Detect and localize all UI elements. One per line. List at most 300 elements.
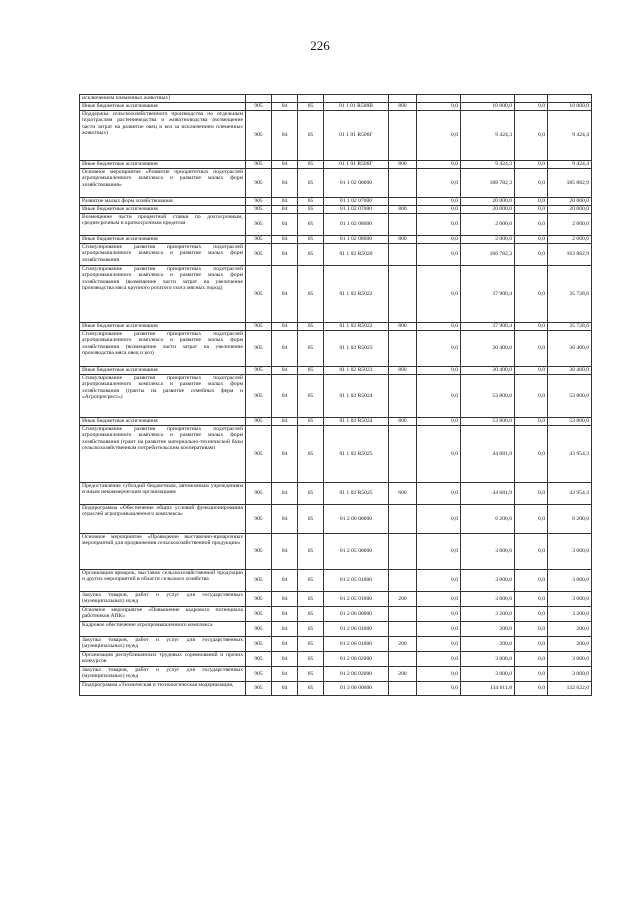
row-value-cell: 04: [272, 622, 298, 637]
row-value-cell: 0,0: [515, 169, 548, 198]
row-value-cell: 05: [298, 667, 324, 682]
row-value-cell: 01 3 00 00000: [324, 682, 389, 696]
table-row: [80, 367, 592, 375]
budget-table: [79, 94, 592, 696]
row-value-cell: [298, 95, 324, 103]
table-row: [80, 637, 592, 652]
row-value-cell: 04: [272, 375, 298, 418]
row-value-cell: 04: [272, 206, 298, 214]
row-value-cell: 3 000,0: [548, 570, 592, 592]
row-value-cell: 0,0: [515, 592, 548, 607]
row-value-cell: 04: [272, 426, 298, 483]
row-name-cell: Предоставление субсидий бюджетным, автономным учреждениям и иным некоммерческим организациям: [80, 483, 246, 505]
row-value-cell: 44 681,9: [461, 483, 515, 505]
row-value-cell: 0,0: [417, 570, 461, 592]
row-value-cell: 200: [389, 667, 417, 682]
row-value-cell: 53 800,0: [548, 375, 592, 418]
row-value-cell: [389, 426, 417, 483]
row-value-cell: 30 400,0: [548, 331, 592, 367]
row-value-cell: 04: [272, 570, 298, 592]
table-row: [80, 206, 592, 214]
row-value-cell: 05: [298, 570, 324, 592]
row-value-cell: 05: [298, 652, 324, 667]
row-value-cell: 05: [298, 622, 324, 637]
table-row: [80, 426, 592, 483]
row-value-cell: 05: [298, 607, 324, 622]
row-name-cell: Иные бюджетные ассигнования: [80, 418, 246, 426]
row-value-cell: 04: [272, 652, 298, 667]
row-value-cell: 800: [389, 236, 417, 244]
row-value-cell: 10 000,0: [548, 103, 592, 111]
row-value-cell: 905: [246, 534, 272, 570]
row-value-cell: 800: [389, 161, 417, 169]
row-value-cell: 800: [389, 418, 417, 426]
row-value-cell: 01 1 01 R508B: [324, 103, 389, 111]
row-value-cell: 166 782,3: [461, 244, 515, 266]
row-value-cell: 04: [272, 483, 298, 505]
row-value-cell: 905: [246, 244, 272, 266]
row-value-cell: 01 1 02 R5024: [324, 375, 389, 418]
row-name-cell: Иные бюджетные ассигнования: [80, 367, 246, 375]
row-value-cell: [389, 652, 417, 667]
table-row: [80, 95, 592, 103]
row-value-cell: 0,0: [515, 570, 548, 592]
row-value-cell: 0,0: [515, 331, 548, 367]
row-value-cell: 0,0: [515, 236, 548, 244]
row-value-cell: 134 611,8: [461, 682, 515, 696]
row-value-cell: 04: [272, 236, 298, 244]
table-row: [80, 323, 592, 331]
row-value-cell: 0,0: [515, 266, 548, 323]
row-value-cell: 20 000,0: [548, 198, 592, 206]
row-value-cell: 0,0: [515, 622, 548, 637]
row-value-cell: 05: [298, 534, 324, 570]
table-row: [80, 375, 592, 418]
row-value-cell: 3 000,0: [461, 667, 515, 682]
row-value-cell: 20 000,0: [548, 206, 592, 214]
row-value-cell: 01 2 06 02000: [324, 667, 389, 682]
row-name-cell: Стимулирование развития приоритетных подотраслей агропромышленного комплекса и развитие малых форм хозяйствования (гранты на развитие семейных ферм и «Агропрогресс»): [80, 375, 246, 418]
row-value-cell: 6 200,0: [548, 505, 592, 534]
row-value-cell: 0,0: [417, 622, 461, 637]
row-value-cell: 05: [298, 483, 324, 505]
row-value-cell: 0,0: [417, 483, 461, 505]
row-value-cell: 37 900,4: [461, 323, 515, 331]
row-value-cell: 53 800,0: [548, 418, 592, 426]
row-value-cell: 01 1 02 07000: [324, 198, 389, 206]
row-value-cell: 200: [389, 637, 417, 652]
row-value-cell: 01 1 02 08000: [324, 236, 389, 244]
row-value-cell: 0,0: [515, 483, 548, 505]
table-row: [80, 622, 592, 637]
table-row: [80, 161, 592, 169]
row-name-cell: Стимулирование развития приоритетных подотраслей агропромышленного комплекса и развитие малых форм хозяйствования (возмещение части затрат на увеличение производства мяса крупного рогатого скота мясных пород): [80, 266, 246, 323]
row-value-cell: 0,0: [515, 323, 548, 331]
row-value-cell: 905: [246, 622, 272, 637]
row-name-cell: Кадровое обеспечение агропромышленного комплекса: [80, 622, 246, 637]
row-value-cell: 05: [298, 169, 324, 198]
row-value-cell: 0,0: [417, 426, 461, 483]
row-name-cell: Иные бюджетные ассигнования: [80, 206, 246, 214]
row-value-cell: 04: [272, 367, 298, 375]
table-row: [80, 592, 592, 607]
table-row: [80, 570, 592, 592]
row-value-cell: 01 1 02 R5025: [324, 426, 389, 483]
row-value-cell: 0,0: [515, 103, 548, 111]
row-value-cell: 01 2 06 01000: [324, 637, 389, 652]
row-value-cell: 30 400,0: [461, 331, 515, 367]
table-row: [80, 505, 592, 534]
row-value-cell: 9 424,4: [548, 161, 592, 169]
row-value-cell: 05: [298, 214, 324, 236]
row-value-cell: 53 800,0: [461, 375, 515, 418]
row-value-cell: [515, 95, 548, 103]
row-value-cell: 0,0: [515, 375, 548, 418]
table-row: [80, 607, 592, 622]
row-value-cell: 3 000,0: [461, 592, 515, 607]
row-value-cell: 0,0: [515, 214, 548, 236]
row-value-cell: 2 000,0: [548, 236, 592, 244]
row-value-cell: [389, 214, 417, 236]
table-row: [80, 169, 592, 198]
table-row: [80, 483, 592, 505]
row-value-cell: 01 1 02 R5023: [324, 367, 389, 375]
row-value-cell: 04: [272, 323, 298, 331]
row-value-cell: 9 424,3: [461, 111, 515, 161]
row-value-cell: 01 1 02 R5023: [324, 331, 389, 367]
row-value-cell: 905: [246, 375, 272, 418]
row-value-cell: 132 622,0: [548, 682, 592, 696]
row-value-cell: 905: [246, 206, 272, 214]
table-row: [80, 331, 592, 367]
row-value-cell: [417, 95, 461, 103]
row-value-cell: 6 200,0: [461, 505, 515, 534]
row-name-cell: Стимулирование развития приоритетных подотраслей агропромышленного комплекса и развитие малых форм хозяйствования (возмещение части затрат на увеличение производства мяса овец и коз): [80, 331, 246, 367]
row-value-cell: 2 000,0: [548, 214, 592, 236]
row-value-cell: 0,0: [417, 236, 461, 244]
row-value-cell: [389, 534, 417, 570]
row-value-cell: 01 2 00 00000: [324, 505, 389, 534]
row-value-cell: [389, 95, 417, 103]
row-value-cell: 01 2 06 02000: [324, 652, 389, 667]
row-value-cell: 905: [246, 570, 272, 592]
row-value-cell: [389, 607, 417, 622]
row-value-cell: 800: [389, 367, 417, 375]
row-name-cell: Основное мероприятие «Развитие приоритетных подотраслей агропромышленного комплекса и развитие малых форм хозяйствования»: [80, 169, 246, 198]
row-name-cell: Закупка товаров, работ и услуг для государственных (муниципальных) нужд: [80, 592, 246, 607]
row-value-cell: 04: [272, 266, 298, 323]
row-value-cell: 35 728,6: [548, 266, 592, 323]
row-value-cell: 0,0: [417, 331, 461, 367]
row-value-cell: 01 1 02 08000: [324, 214, 389, 236]
row-value-cell: 905: [246, 323, 272, 331]
row-name-cell: Основное мероприятие «Проведение выставочно-ярмарочных мероприятий для продвижения сельскохозяйственной продукции»: [80, 534, 246, 570]
row-value-cell: 0,0: [417, 652, 461, 667]
row-value-cell: 905: [246, 637, 272, 652]
row-value-cell: 0,0: [515, 607, 548, 622]
table-row: [80, 236, 592, 244]
row-value-cell: 185 882,9: [548, 169, 592, 198]
row-value-cell: 0,0: [417, 198, 461, 206]
row-value-cell: 3 000,0: [548, 534, 592, 570]
row-value-cell: 05: [298, 505, 324, 534]
row-name-cell: Подпрограмма «Техническая и технологическая модернизация,: [80, 682, 246, 696]
row-value-cell: 01 1 02 R5025: [324, 483, 389, 505]
row-value-cell: 905: [246, 169, 272, 198]
row-value-cell: 905: [246, 214, 272, 236]
row-value-cell: 200,0: [548, 637, 592, 652]
row-value-cell: 04: [272, 244, 298, 266]
row-value-cell: 200,0: [461, 637, 515, 652]
row-value-cell: [389, 111, 417, 161]
row-value-cell: 905: [246, 161, 272, 169]
row-name-cell: Закупка товаров, работ и услуг для государственных (муниципальных) нужд: [80, 667, 246, 682]
row-value-cell: [389, 375, 417, 418]
row-value-cell: 800: [389, 103, 417, 111]
row-value-cell: 905: [246, 266, 272, 323]
row-value-cell: 20 000,0: [461, 198, 515, 206]
row-value-cell: 905: [246, 331, 272, 367]
row-value-cell: 30 400,0: [461, 367, 515, 375]
table-row: [80, 214, 592, 236]
row-value-cell: 04: [272, 418, 298, 426]
row-value-cell: 04: [272, 534, 298, 570]
row-name-cell: Иные бюджетные ассигнования: [80, 161, 246, 169]
row-value-cell: 600: [389, 483, 417, 505]
row-value-cell: 05: [298, 426, 324, 483]
row-value-cell: 05: [298, 323, 324, 331]
row-name-cell: Иные бюджетные ассигнования: [80, 103, 246, 111]
row-value-cell: [246, 95, 272, 103]
row-value-cell: 905: [246, 367, 272, 375]
row-value-cell: 905: [246, 103, 272, 111]
row-name-cell: Подпрограмма «Обеспечение общих условий функционирования отраслей агропромышленного комплекса»: [80, 505, 246, 534]
row-value-cell: 0,0: [515, 652, 548, 667]
table-row: [80, 111, 592, 161]
budget-table-body: [80, 95, 592, 696]
row-value-cell: 0,0: [417, 111, 461, 161]
row-value-cell: 0,0: [417, 103, 461, 111]
row-value-cell: 905: [246, 426, 272, 483]
row-name-cell: Закупка товаров, работ и услуг для государственных (муниципальных) нужд: [80, 637, 246, 652]
row-value-cell: 0,0: [417, 214, 461, 236]
row-value-cell: 05: [298, 682, 324, 696]
row-value-cell: 05: [298, 331, 324, 367]
row-name-cell: Иные бюджетные ассигнования: [80, 236, 246, 244]
row-name-cell: исключением племенных животных): [80, 95, 246, 103]
row-name-cell: Иные бюджетные ассигнования: [80, 323, 246, 331]
row-value-cell: 04: [272, 214, 298, 236]
row-value-cell: 0,0: [515, 418, 548, 426]
row-value-cell: 04: [272, 161, 298, 169]
row-value-cell: 188 782,3: [461, 169, 515, 198]
row-value-cell: 01 1 02 R5022: [324, 323, 389, 331]
row-value-cell: 0,0: [417, 505, 461, 534]
row-value-cell: 05: [298, 367, 324, 375]
row-value-cell: 05: [298, 637, 324, 652]
row-value-cell: 3 000,0: [461, 534, 515, 570]
row-value-cell: 0,0: [515, 198, 548, 206]
row-value-cell: 37 900,4: [461, 266, 515, 323]
row-name-cell: Организация ярмарок, выставок сельскохозяйственной продукции и других мероприятий в области сельского хозяйства: [80, 570, 246, 592]
table-row: [80, 198, 592, 206]
row-value-cell: 20 000,0: [461, 206, 515, 214]
row-value-cell: 905: [246, 592, 272, 607]
row-value-cell: 01 1 02 R5024: [324, 418, 389, 426]
row-value-cell: 3 200,0: [548, 607, 592, 622]
row-value-cell: 04: [272, 103, 298, 111]
row-value-cell: 3 000,0: [461, 652, 515, 667]
row-value-cell: 0,0: [417, 418, 461, 426]
row-value-cell: 01 1 02 R5022: [324, 266, 389, 323]
row-value-cell: 05: [298, 103, 324, 111]
row-value-cell: 905: [246, 198, 272, 206]
row-value-cell: 0,0: [417, 637, 461, 652]
table-row: [80, 534, 592, 570]
row-value-cell: 0,0: [417, 244, 461, 266]
row-value-cell: 0,0: [417, 534, 461, 570]
row-value-cell: 0,0: [515, 682, 548, 696]
table-row: [80, 682, 592, 696]
row-value-cell: 0,0: [515, 505, 548, 534]
row-value-cell: 0,0: [515, 667, 548, 682]
row-value-cell: 0,0: [515, 367, 548, 375]
row-value-cell: 905: [246, 111, 272, 161]
row-value-cell: 04: [272, 169, 298, 198]
row-value-cell: 04: [272, 607, 298, 622]
row-value-cell: 01 1 02 07000: [324, 206, 389, 214]
row-value-cell: 0,0: [417, 367, 461, 375]
row-value-cell: 30 400,0: [548, 367, 592, 375]
row-value-cell: 905: [246, 483, 272, 505]
row-value-cell: 905: [246, 652, 272, 667]
row-value-cell: 0,0: [417, 323, 461, 331]
page-number: 226: [310, 38, 330, 53]
row-value-cell: 04: [272, 667, 298, 682]
row-value-cell: 04: [272, 682, 298, 696]
row-value-cell: 44 681,9: [461, 426, 515, 483]
row-value-cell: 905: [246, 667, 272, 682]
row-value-cell: 3 200,0: [461, 607, 515, 622]
row-value-cell: 05: [298, 244, 324, 266]
row-value-cell: 200,0: [548, 622, 592, 637]
row-value-cell: 0,0: [417, 169, 461, 198]
row-value-cell: 01 2 05 00000: [324, 534, 389, 570]
row-value-cell: 2 000,0: [461, 236, 515, 244]
row-value-cell: [272, 95, 298, 103]
row-value-cell: [389, 198, 417, 206]
table-row: [80, 266, 592, 323]
row-value-cell: 04: [272, 331, 298, 367]
row-value-cell: 43 954,3: [548, 483, 592, 505]
row-value-cell: [461, 95, 515, 103]
row-name-cell: Поддержка сельскохозяйственного производства по отдельным подотраслям растениеводства и животноводства (возмещение части затрат на развитие овец и коз за исключением племенных животных): [80, 111, 246, 161]
row-value-cell: 163 882,9: [548, 244, 592, 266]
row-value-cell: 0,0: [417, 206, 461, 214]
row-value-cell: 905: [246, 236, 272, 244]
row-value-cell: 2 000,0: [461, 214, 515, 236]
row-value-cell: 05: [298, 592, 324, 607]
row-value-cell: 01 2 06 00000: [324, 607, 389, 622]
row-name-cell: Стимулирование развития приоритетных подотраслей агропромышленного комплекса и развитие малых форм хозяйствования (грант на развитие материально-технической базы сельскохозяйственным потребительским кооперативам): [80, 426, 246, 483]
row-value-cell: 04: [272, 111, 298, 161]
table-row: [80, 244, 592, 266]
row-value-cell: 10 000,0: [461, 103, 515, 111]
row-value-cell: [324, 95, 389, 103]
row-value-cell: 0,0: [515, 534, 548, 570]
row-value-cell: 800: [389, 206, 417, 214]
row-value-cell: 53 800,0: [461, 418, 515, 426]
row-value-cell: 0,0: [515, 111, 548, 161]
table-row: [80, 103, 592, 111]
row-value-cell: [548, 95, 592, 103]
row-value-cell: 01 1 02 00000: [324, 169, 389, 198]
row-value-cell: 05: [298, 266, 324, 323]
row-value-cell: 3 000,0: [548, 667, 592, 682]
row-value-cell: 05: [298, 111, 324, 161]
row-value-cell: [389, 682, 417, 696]
row-value-cell: 05: [298, 375, 324, 418]
row-value-cell: 200,0: [461, 622, 515, 637]
row-value-cell: 0,0: [515, 244, 548, 266]
row-value-cell: 905: [246, 505, 272, 534]
row-value-cell: 0,0: [515, 206, 548, 214]
row-value-cell: 05: [298, 206, 324, 214]
row-value-cell: 0,0: [417, 375, 461, 418]
row-value-cell: 0,0: [515, 637, 548, 652]
row-value-cell: 01 1 01 R508Г: [324, 161, 389, 169]
row-name-cell: Организация республиканских трудовых соревнований и прочих конкурсов: [80, 652, 246, 667]
row-value-cell: 01 2 05 01000: [324, 570, 389, 592]
table-row: [80, 652, 592, 667]
row-value-cell: 0,0: [417, 607, 461, 622]
row-value-cell: 0,0: [417, 266, 461, 323]
row-name-cell: Возмещение части процентной ставки по долгосрочным, среднесрочным и краткосрочным кредитам: [80, 214, 246, 236]
row-value-cell: [389, 505, 417, 534]
row-value-cell: 905: [246, 607, 272, 622]
row-value-cell: [389, 622, 417, 637]
row-value-cell: 01 2 06 01000: [324, 622, 389, 637]
row-value-cell: 04: [272, 637, 298, 652]
row-name-cell: Развитие малых форм хозяйствования: [80, 198, 246, 206]
row-value-cell: 0,0: [417, 682, 461, 696]
row-value-cell: 3 000,0: [548, 592, 592, 607]
row-value-cell: 905: [246, 418, 272, 426]
row-value-cell: 9 424,3: [461, 161, 515, 169]
row-value-cell: 01 2 05 01000: [324, 592, 389, 607]
row-value-cell: [389, 570, 417, 592]
row-value-cell: 0,0: [417, 592, 461, 607]
row-value-cell: 43 954,3: [548, 426, 592, 483]
row-value-cell: 01 1 02 R5020: [324, 244, 389, 266]
row-name-cell: Основное мероприятие «Повышение кадрового потенциала работников АПК»: [80, 607, 246, 622]
row-value-cell: 9 424,4: [548, 111, 592, 161]
row-value-cell: 0,0: [417, 667, 461, 682]
table-row: [80, 667, 592, 682]
row-value-cell: 0,0: [515, 161, 548, 169]
row-value-cell: 200: [389, 592, 417, 607]
row-value-cell: [389, 169, 417, 198]
table-row: [80, 418, 592, 426]
row-value-cell: 01 1 01 R508Г: [324, 111, 389, 161]
row-name-cell: Стимулирование развития приоритетных подотраслей агропромышленного комплекса и развитие малых форм хозяйствования: [80, 244, 246, 266]
row-value-cell: 05: [298, 418, 324, 426]
row-value-cell: 800: [389, 323, 417, 331]
row-value-cell: 3 000,0: [461, 570, 515, 592]
row-value-cell: 04: [272, 198, 298, 206]
row-value-cell: 0,0: [417, 161, 461, 169]
row-value-cell: 3 000,0: [548, 652, 592, 667]
